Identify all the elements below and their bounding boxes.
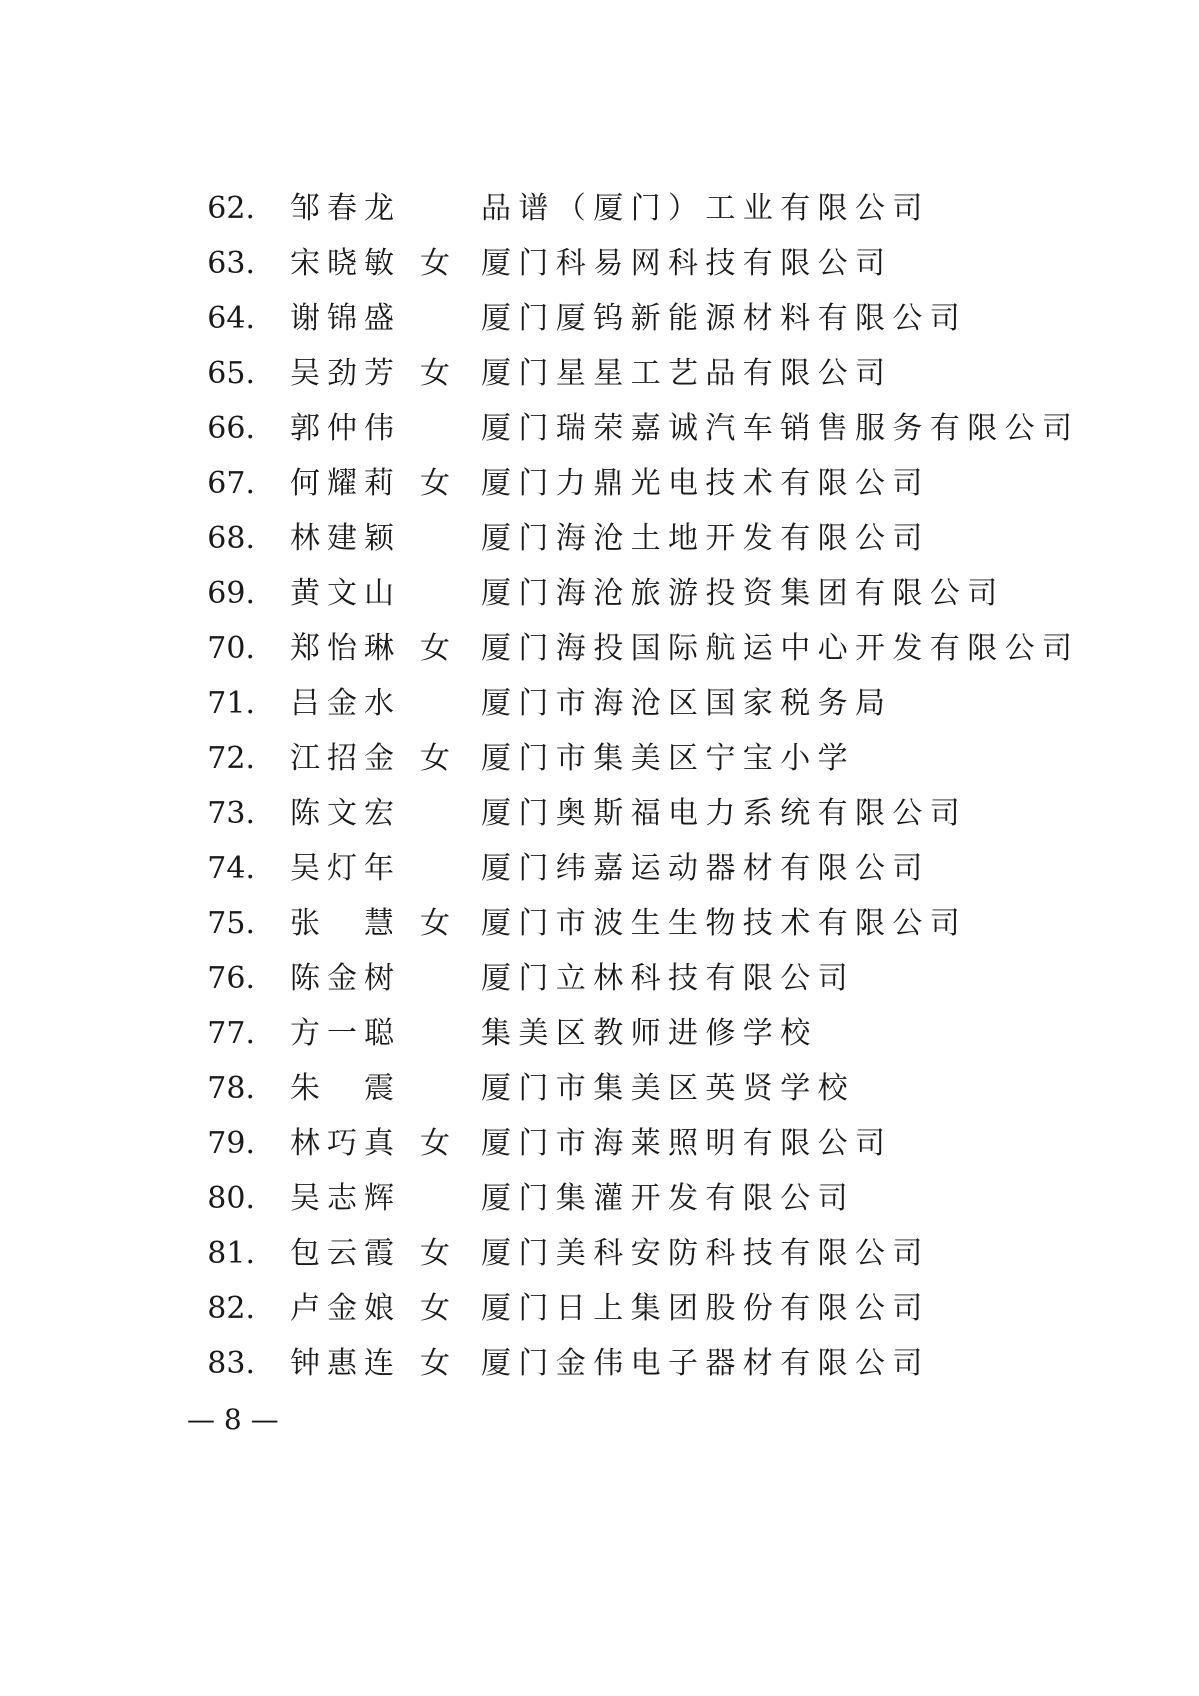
entry-organization: 厦门立林科技有限公司 (481, 961, 855, 996)
list-item (0, 413, 1199, 468)
list-item (0, 248, 1199, 303)
entry-number: 76. (207, 961, 255, 996)
entry-number: 67. (207, 466, 255, 501)
entry-number: 73. (207, 796, 255, 831)
entry-name: 吕金水 (290, 686, 401, 721)
list-item (0, 1183, 1199, 1238)
entry-organization: 厦门集灌开发有限公司 (481, 1181, 855, 1216)
entry-gender: 女 (420, 1126, 450, 1161)
entry-gender: 女 (420, 356, 450, 391)
entry-name: 谢锦盛 (290, 301, 401, 336)
list-item (0, 743, 1199, 798)
entry-gender: 女 (420, 741, 450, 776)
entry-gender: 女 (420, 1346, 450, 1381)
entry-name: 郑怡琳 (290, 631, 401, 666)
entry-name: 朱 震 (290, 1071, 401, 1106)
list-item (0, 193, 1199, 248)
entry-organization: 厦门市波生生物技术有限公司 (481, 906, 968, 941)
entry-name: 卢金娘 (290, 1291, 401, 1326)
list-item (0, 358, 1199, 413)
entry-number: 75. (207, 906, 255, 941)
entry-name: 钟惠连 (290, 1346, 401, 1381)
entry-organization: 厦门厦钨新能源材料有限公司 (481, 301, 968, 336)
entry-name: 何耀莉 (290, 466, 401, 501)
list-item (0, 1348, 1199, 1403)
entry-number: 78. (207, 1071, 255, 1106)
entry-name: 吴劲芳 (290, 356, 401, 391)
entry-number: 64. (207, 301, 255, 336)
entry-organization: 厦门星星工艺品有限公司 (481, 356, 893, 391)
entry-number: 68. (207, 521, 255, 556)
list-item (0, 1238, 1199, 1293)
entry-organization: 品谱（厦门）工业有限公司 (481, 191, 930, 226)
list-item (0, 303, 1199, 358)
entry-number: 79. (207, 1126, 255, 1161)
entry-number: 82. (207, 1291, 255, 1326)
list-item (0, 963, 1199, 1018)
entry-number: 81. (207, 1236, 255, 1271)
entry-name: 包云霞 (290, 1236, 401, 1271)
entry-organization: 厦门瑞荣嘉诚汽车销售服务有限公司 (481, 411, 1080, 446)
list-item (0, 1073, 1199, 1128)
entry-organization: 厦门日上集团股份有限公司 (481, 1291, 930, 1326)
list-item (0, 633, 1199, 688)
entry-organization: 厦门海投国际航运中心开发有限公司 (481, 631, 1080, 666)
entry-organization: 厦门市海沧区国家税务局 (481, 686, 893, 721)
entry-organization: 厦门海沧旅游投资集团有限公司 (481, 576, 1005, 611)
list-item (0, 1018, 1199, 1073)
entry-name: 郭仲伟 (290, 411, 401, 446)
entry-name: 江招金 (290, 741, 401, 776)
entry-name: 吴志辉 (290, 1181, 401, 1216)
entry-organization: 厦门力鼎光电技术有限公司 (481, 466, 930, 501)
list-item (0, 853, 1199, 908)
entry-name: 陈文宏 (290, 796, 401, 831)
entry-organization: 厦门市集美区英贤学校 (481, 1071, 855, 1106)
entry-gender: 女 (420, 1236, 450, 1271)
entry-organization: 集美区教师进修学校 (481, 1016, 818, 1051)
entry-gender: 女 (420, 631, 450, 666)
honoree-list (0, 193, 1199, 1403)
list-item (0, 468, 1199, 523)
entry-name: 吴灯年 (290, 851, 401, 886)
entry-gender: 女 (420, 906, 450, 941)
list-item (0, 688, 1199, 743)
entry-name: 张 慧 (290, 906, 401, 941)
entry-organization: 厦门奥斯福电力系统有限公司 (481, 796, 968, 831)
entry-number: 63. (207, 246, 255, 281)
entry-name: 方一聪 (290, 1016, 401, 1051)
entry-organization: 厦门科易网科技有限公司 (481, 246, 893, 281)
entry-organization: 厦门市集美区宁宝小学 (481, 741, 855, 776)
entry-number: 71. (207, 686, 255, 721)
entry-number: 77. (207, 1016, 255, 1051)
list-item (0, 1293, 1199, 1348)
entry-organization: 厦门美科安防科技有限公司 (481, 1236, 930, 1271)
entry-organization: 厦门金伟电子器材有限公司 (481, 1346, 930, 1381)
page-number: — 8 — (187, 1403, 279, 1436)
entry-name: 黄文山 (290, 576, 401, 611)
entry-gender: 女 (420, 1291, 450, 1326)
entry-organization: 厦门纬嘉运动器材有限公司 (481, 851, 930, 886)
entry-name: 宋晓敏 (290, 246, 401, 281)
entry-gender: 女 (420, 466, 450, 501)
list-item (0, 798, 1199, 853)
entry-number: 80. (207, 1181, 255, 1216)
entry-number: 83. (207, 1346, 255, 1381)
entry-number: 66. (207, 411, 255, 446)
entry-name: 陈金树 (290, 961, 401, 996)
entry-organization: 厦门市海莱照明有限公司 (481, 1126, 893, 1161)
entry-number: 62. (207, 191, 255, 226)
list-item (0, 523, 1199, 578)
list-item (0, 578, 1199, 633)
entry-number: 70. (207, 631, 255, 666)
entry-name: 林建颖 (290, 521, 401, 556)
entry-organization: 厦门海沧土地开发有限公司 (481, 521, 930, 556)
entry-number: 65. (207, 356, 255, 391)
entry-name: 林巧真 (290, 1126, 401, 1161)
list-item (0, 908, 1199, 963)
entry-name: 邹春龙 (290, 191, 401, 226)
entry-number: 72. (207, 741, 255, 776)
entry-number: 74. (207, 851, 255, 886)
entry-number: 69. (207, 576, 255, 611)
entry-gender: 女 (420, 246, 450, 281)
list-item (0, 1128, 1199, 1183)
